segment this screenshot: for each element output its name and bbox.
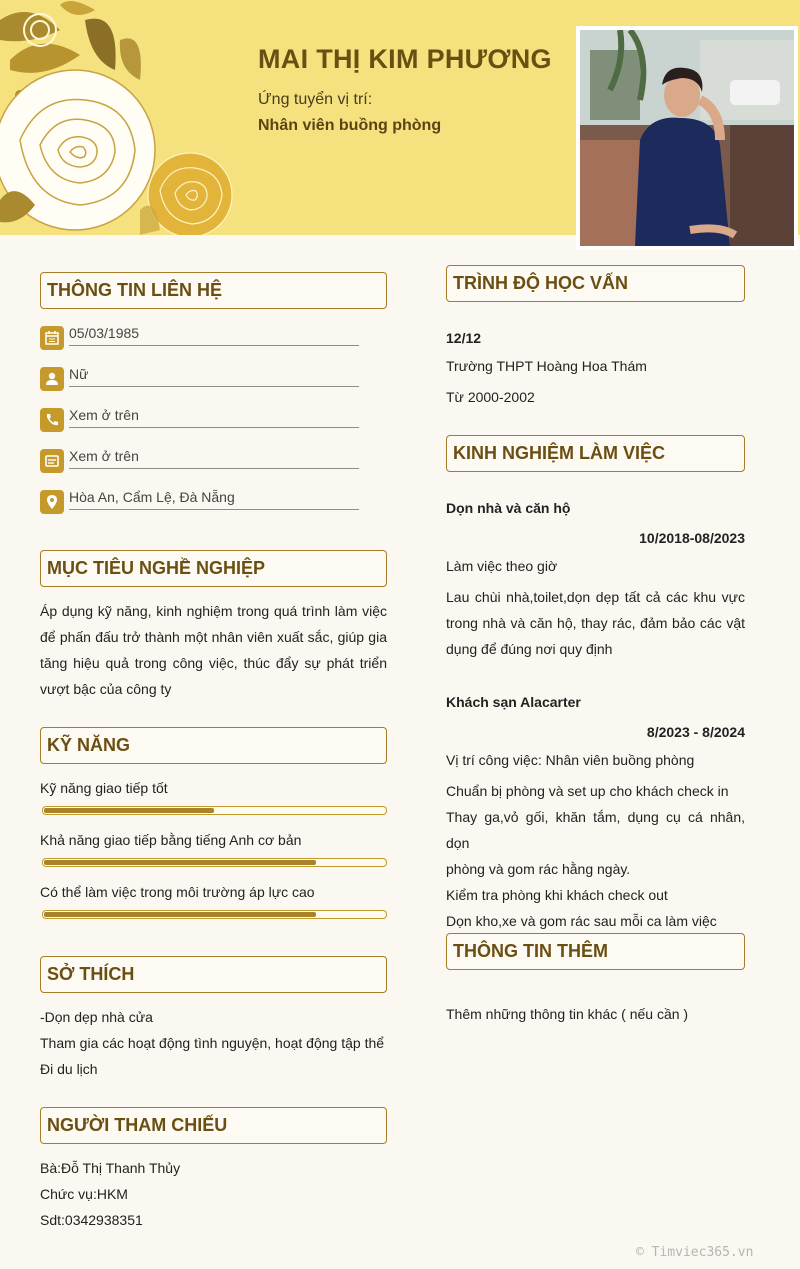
skill-fill (43, 911, 317, 918)
job-dates: 10/2018-08/2023 (639, 530, 745, 546)
job-desc-line: Vị trí công việc: Nhân viên buồng phòng (446, 752, 695, 768)
contact-row-gender (40, 365, 360, 391)
education-school: Trường THPT Hoàng Hoa Thám (446, 358, 647, 374)
reference-line: Sdt:0342938351 (40, 1212, 143, 1228)
contact-address-text: Hòa An, Cẩm Lệ, Đà Nẵng (69, 488, 359, 510)
skill-bar (42, 910, 387, 919)
skills-section-header: KỸ NĂNG (40, 727, 387, 764)
hobbies-text (40, 1004, 400, 1082)
contact-email-text: Xem ở trên (69, 447, 359, 469)
job-description (446, 778, 745, 934)
references-text (40, 1155, 387, 1233)
objective-line: Áp dụng kỹ năng, kinh nghiệm trong quá trình làm việc (40, 603, 387, 619)
photo-illustration (580, 30, 794, 246)
hobby-line: Tham gia các hoạt động tình nguyện, hoạt động tập thể (40, 1035, 385, 1051)
references-section-header: NGƯỜI THAM CHIẾU (40, 1107, 387, 1144)
job-desc-line: Chuẩn bị phòng và set up cho khách check in (446, 783, 729, 799)
location-icon (40, 490, 64, 514)
job-company: Khách sạn Alacarter (446, 694, 581, 710)
additional-section-header: THÔNG TIN THÊM (446, 933, 745, 970)
objective-line: tăng hiệu quả trong công việc, thúc đẩy sự phát triển (40, 655, 387, 671)
floral-decoration (0, 0, 250, 235)
objective-text (40, 598, 387, 702)
candidate-name: MAI THỊ KIM PHƯƠNG (258, 44, 552, 74)
contact-row-phone (40, 406, 360, 432)
objective-section-header: MỤC TIÊU NGHỀ NGHIỆP (40, 550, 387, 587)
watermark: © Timviec365.vn (636, 1245, 754, 1260)
job-desc-line: trong nhà và căn hộ, thay rác, đảm bảo các vật (446, 615, 745, 631)
contact-birthday-text: 05/03/1985 (69, 324, 359, 346)
email-icon (40, 449, 64, 473)
skill-name: Kỹ năng giao tiếp tốt (40, 780, 168, 796)
profile-photo (576, 26, 798, 250)
skill-name: Khả năng giao tiếp bằng tiếng Anh cơ bản (40, 832, 302, 848)
contact-gender-text: Nữ (69, 365, 359, 387)
job-desc-line: dụng để đúng nơi quy định (446, 641, 613, 657)
contact-row-email (40, 447, 360, 473)
user-icon (40, 367, 64, 391)
job-desc-line: Kiểm tra phòng khi khách check out (446, 887, 668, 903)
job-desc-line: phòng và gom rác hằng ngày. (446, 861, 631, 877)
education-period: Từ 2000-2002 (446, 389, 535, 405)
skill-name: Có thể làm việc trong môi trường áp lực cao (40, 884, 315, 900)
job-desc-line: Lau chùi nhà,toilet,dọn dẹp tất cả các khu vực (446, 589, 745, 605)
hobby-line: -Dọn dẹp nhà cửa (40, 1009, 153, 1025)
reference-line: Chức vụ:HKM (40, 1186, 128, 1202)
contact-section-header: THÔNG TIN LIÊN HỆ (40, 272, 387, 309)
education-grade: 12/12 (446, 330, 482, 346)
phone-icon (40, 408, 64, 432)
job-dates: 8/2023 - 8/2024 (646, 724, 745, 740)
contact-phone-text: Xem ở trên (69, 406, 359, 428)
hobbies-section-header: SỞ THÍCH (40, 956, 387, 993)
apply-position: Nhân viên buồng phòng (258, 117, 442, 134)
hobby-line: Đi du lịch (40, 1061, 98, 1077)
contact-row-address (40, 488, 360, 514)
education-section-header: TRÌNH ĐỘ HỌC VẤN (446, 265, 745, 302)
calendar-icon (40, 326, 64, 350)
job-desc-line: Làm việc theo giờ (446, 558, 558, 574)
experience-section-header: KINH NGHIỆM LÀM VIỆC (446, 435, 745, 472)
contact-row-birthday (40, 324, 360, 350)
job-desc-line: Dọn kho,xe và gom rác sau mỗi ca làm việc (446, 913, 717, 929)
job-desc-line: Thay ga,vỏ gối, khăn tắm, dụng cụ cá nhân, dọn (446, 809, 745, 851)
skill-bar (42, 806, 387, 815)
objective-line: để phấn đấu trở thành một nhân viên xuất sắc, giúp gia (40, 629, 387, 645)
skill-fill (43, 859, 317, 866)
objective-line: vượt bậc của công ty (40, 681, 172, 697)
job-description (446, 584, 745, 662)
reference-line: Bà:Đỗ Thị Thanh Thủy (40, 1160, 181, 1176)
additional-text: Thêm những thông tin khác ( nếu cần ) (446, 1006, 689, 1022)
apply-label: Ứng tuyển vị trí: (258, 91, 373, 108)
skill-bar (42, 858, 387, 867)
skill-fill (43, 807, 215, 814)
job-company: Dọn nhà và căn hộ (446, 500, 571, 516)
